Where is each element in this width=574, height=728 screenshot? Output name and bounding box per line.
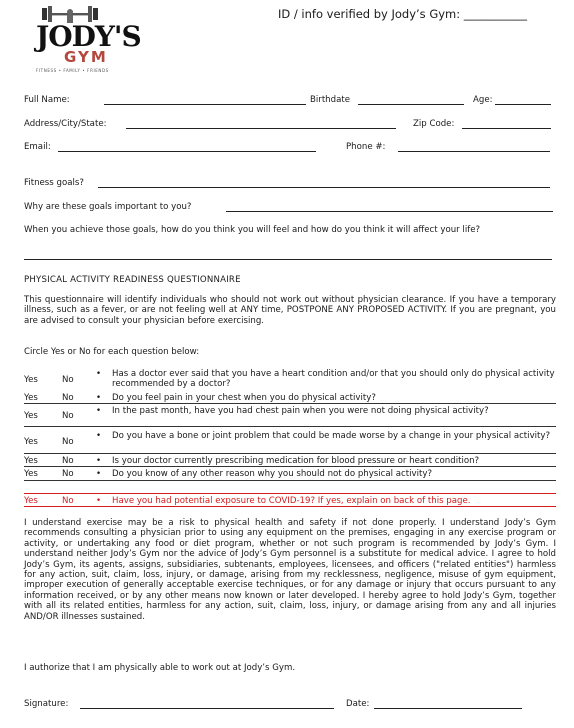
date-field[interactable] — [374, 699, 522, 709]
yes-option[interactable]: Yes — [24, 496, 38, 506]
achieve-goals-question: When you achieve those goals, how do you think you will feel and how do you think it will affect your life? — [24, 225, 481, 235]
question-row-1 — [24, 368, 556, 390]
question-row-6 — [24, 468, 556, 481]
question-row-3 — [24, 405, 556, 427]
address-field[interactable] — [126, 119, 396, 129]
yes-option[interactable]: Yes — [24, 411, 38, 421]
question-text: In the past month, have you had chest pain when you were not doing physical activity? — [112, 406, 489, 416]
bullet: • — [96, 496, 102, 506]
parq-title: PHYSICAL ACTIVITY READINESS QUESTIONNAIRE — [24, 275, 241, 285]
email-field[interactable] — [58, 142, 316, 152]
waiver-paragraph: I understand exercise may be a risk to physical health and safety if not done properly. I understand Jody’s Gym recommends consulting a physician prior to using any equipment on the premises, engaging in any exercise program or activity, or undertaking any food or diet program, whether or not such program is recommended by Jody’s Gym. I understand neither Jody’s Gym nor the advice of Jody’s Gym personnel is a substitute for medical advice. I agree to hold Jody’s Gym, its agents, assigns, subsidiaries, subtenants, employees, licensees, and officers ("related entities") harmless for any action, suit, claim, loss, injury, or damage, arising from my recklessness, negligence, misuse of gym equipment, improper execution of generally acceptable exercise techniques, or for any damage or injury that occurs pursuant to any information received, or by any other means now known or later developed. I hereby agree to hold Jody’s Gym, together with all its related entities, harmless for any action, suit, claim, loss, injury, or damage arising from any and all injuries AND/OR illnesses sustained. — [24, 518, 556, 622]
age-field[interactable] — [495, 95, 551, 105]
full-name-label: Full Name: — [24, 95, 70, 105]
id-verified-line: ID / info verified by Jody’s Gym: ___________ — [278, 7, 528, 21]
address-label: Address/City/State: — [24, 119, 107, 129]
question-row-5 — [24, 455, 556, 467]
question-text: Do you know of any other reason why you should not do physical activity? — [112, 469, 433, 479]
full-name-field[interactable] — [104, 95, 306, 105]
no-option[interactable]: No — [62, 375, 74, 385]
logo-tagline: FITNESS • FAMILY • FRIENDS — [36, 68, 109, 73]
yes-option[interactable]: Yes — [24, 393, 38, 403]
bullet: • — [96, 456, 102, 466]
covid-question-text: Have you had potential exposure to COVID-19? If yes, explain on back of this page. — [112, 496, 471, 506]
date-label: Date: — [346, 699, 370, 709]
phone-label: Phone #: — [346, 142, 386, 152]
no-option[interactable]: No — [62, 437, 74, 447]
logo-brand-top: JODY'S — [36, 20, 141, 53]
email-label: Email: — [24, 142, 51, 152]
no-option[interactable]: No — [62, 393, 74, 403]
why-goals-label: Why are these goals important to you? — [24, 202, 192, 212]
question-text: Do you have a bone or joint problem that could be made worse by a change in your physical activity? — [112, 431, 551, 441]
bullet: • — [96, 393, 102, 403]
question-row-4 — [24, 429, 556, 454]
jodys-gym-logo — [22, 4, 141, 74]
question-row-2 — [24, 392, 556, 404]
covid-question-row — [24, 493, 556, 507]
birthdate-field[interactable] — [358, 95, 464, 105]
yes-option[interactable]: Yes — [24, 375, 38, 385]
achieve-goals-field[interactable] — [24, 250, 552, 260]
no-option[interactable]: No — [62, 469, 74, 479]
no-option[interactable]: No — [62, 456, 74, 466]
parq-intro: This questionnaire will identify individuals who should not work out without physician clearance. If you have a temporary illness, such as a fever, or are not feeling well at ANY time, POSTPONE ANY PROPOSED ACTIVITY. If you are pregnant, you are advised to consult your physician before exercising. — [24, 295, 556, 326]
bullet: • — [96, 406, 102, 416]
birthdate-label: Birthdate — [310, 95, 351, 105]
question-text: Is your doctor currently prescribing medication for blood pressure or heart condition? — [112, 456, 480, 466]
zip-code-label: Zip Code: — [413, 119, 455, 129]
no-option[interactable]: No — [62, 496, 74, 506]
yes-option[interactable]: Yes — [24, 469, 38, 479]
age-label: Age: — [473, 95, 493, 105]
zip-code-field[interactable] — [462, 119, 551, 129]
fitness-goals-label: Fitness goals? — [24, 178, 84, 188]
yes-option[interactable]: Yes — [24, 437, 38, 447]
bullet: • — [96, 469, 102, 479]
question-text: Has a doctor ever said that you have a heart condition and/or that you should only do physical activity recommended by a doctor? — [112, 369, 555, 390]
logo-brand-bottom: GYM — [64, 48, 108, 66]
bullet: • — [96, 369, 102, 379]
question-text: Do you feel pain in your chest when you do physical activity? — [112, 393, 376, 403]
phone-field[interactable] — [398, 142, 550, 152]
signature-label: Signature: — [24, 699, 69, 709]
parq-instruction: Circle Yes or No for each question below: — [24, 347, 200, 357]
yes-option[interactable]: Yes — [24, 456, 38, 466]
authorize-statement: I authorize that I am physically able to work out at Jody’s Gym. — [24, 663, 296, 673]
fitness-goals-field[interactable] — [98, 178, 550, 188]
why-goals-field[interactable] — [226, 202, 553, 212]
signature-field[interactable] — [80, 699, 334, 709]
no-option[interactable]: No — [62, 411, 74, 421]
bullet: • — [96, 431, 102, 441]
